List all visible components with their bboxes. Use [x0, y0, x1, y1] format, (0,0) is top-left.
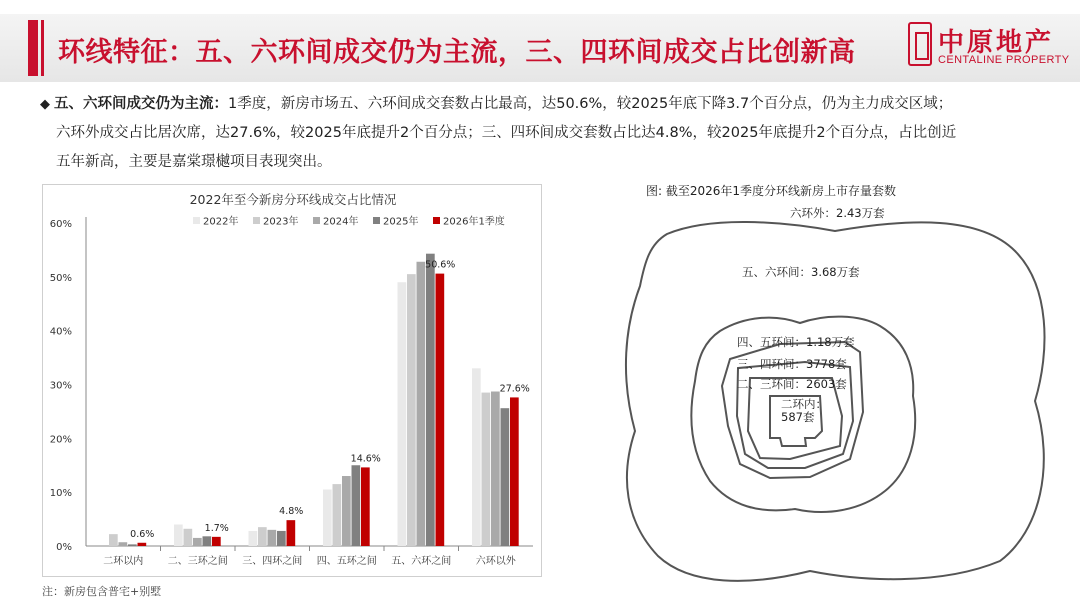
bar — [268, 530, 277, 546]
bar — [361, 467, 370, 546]
bar — [212, 537, 221, 546]
bar — [501, 408, 510, 546]
bar — [342, 476, 351, 546]
x-tick-label: 三、四环之间 — [242, 556, 303, 567]
bar — [203, 536, 212, 546]
bar — [119, 542, 128, 546]
bar — [184, 529, 193, 546]
data-label: 0.6% — [130, 528, 155, 540]
logo-english: CENTALINE PROPERTY — [938, 54, 1070, 66]
ring-label-inner-value: 587套 — [781, 410, 815, 424]
bullet-line-1: 1季度，新房市场五、六环间成交套数占比最高，达50.6%，较2025年底下降3.7个百分点，仍为主力成交区域； — [228, 96, 953, 112]
bar — [407, 274, 416, 546]
data-label: 1.7% — [204, 522, 229, 534]
bullet-line-3: 五年新高，主要是嘉棠璟樾项目表现突出。 — [56, 154, 332, 170]
diamond-bullet-icon: ◆ — [40, 97, 50, 112]
bar — [436, 274, 445, 546]
ring-label-4-5: 四、五环间：1.18万套 — [737, 335, 855, 349]
bullet-lead: 五、六环间成交仍为主流： — [54, 96, 228, 112]
ring-label-3-4: 三、四环间：3778套 — [737, 357, 847, 371]
logo-seal-icon — [908, 22, 932, 66]
y-tick-label: 10% — [49, 488, 72, 500]
bar — [109, 534, 118, 546]
y-tick-label: 20% — [49, 434, 72, 446]
bar — [193, 538, 202, 546]
map-title: 图: 截至2026年1季度分环线新房上市存量套数 — [646, 184, 897, 198]
bar — [398, 282, 407, 546]
bar — [138, 543, 147, 546]
footnote: 注：新房包含普宅+别墅 — [42, 585, 162, 598]
data-label: 50.6% — [425, 259, 456, 271]
bar — [323, 489, 332, 546]
ring-map — [610, 176, 1060, 596]
ring-label-6-outside: 六环外：2.43万套 — [790, 206, 885, 220]
x-tick-label: 四、五环之间 — [316, 556, 377, 567]
data-label: 4.8% — [279, 506, 304, 518]
bar — [472, 368, 481, 546]
legend-swatch — [253, 217, 260, 224]
bar — [510, 397, 519, 546]
legend-label: 2024年 — [323, 216, 359, 228]
y-tick-label: 0% — [56, 542, 72, 553]
bar — [174, 524, 183, 546]
bar-chart-panel — [42, 184, 542, 577]
bar — [249, 531, 258, 546]
bar — [258, 527, 267, 546]
x-tick-label: 二、三环之间 — [167, 556, 228, 567]
logo-chinese: 中原地产 — [938, 28, 1055, 58]
y-tick-label: 30% — [49, 380, 72, 392]
bullet-paragraph — [40, 90, 1050, 177]
bar — [128, 544, 137, 546]
bar — [482, 393, 491, 546]
bar — [277, 531, 286, 546]
bar — [417, 262, 426, 546]
header-accent-line — [41, 20, 44, 76]
bar — [426, 254, 435, 546]
bullet-line-2: 六环外成交占比居次席，达27.6%，较2025年底提升2个百分点；三、四环间成交套数占比达4.8%，较2025年底提升2个百分点，占比创近 — [56, 125, 957, 141]
legend-swatch — [433, 217, 440, 224]
legend-label: 2026年1季度 — [443, 216, 505, 228]
bar — [287, 520, 296, 546]
data-label: 14.6% — [350, 453, 381, 465]
bar — [333, 484, 342, 546]
header-accent-bar — [28, 20, 38, 76]
x-tick-label: 六环以外 — [475, 556, 516, 567]
ring-label-2-3: 二、三环间：2603套 — [737, 377, 847, 391]
data-label: 27.6% — [499, 383, 530, 395]
bar-chart — [43, 185, 543, 578]
legend-swatch — [193, 217, 200, 224]
legend-label: 2022年 — [203, 216, 239, 228]
bar — [352, 465, 361, 546]
y-tick-label: 50% — [49, 272, 72, 284]
y-tick-label: 60% — [49, 219, 72, 230]
ring-label-inner: 二环内： — [781, 397, 827, 411]
legend-swatch — [313, 217, 320, 224]
page-title: 环线特征：五、六环间成交仍为主流，三、四环间成交占比创新高 — [58, 37, 856, 68]
ring-label-5-6: 五、六环间：3.68万套 — [742, 265, 860, 279]
bar — [491, 391, 500, 546]
x-tick-label: 五、六环之间 — [391, 556, 452, 567]
chart-title: 2022年至今新房分环线成交占比情况 — [189, 192, 397, 207]
x-tick-label: 二环以内 — [103, 556, 144, 567]
legend-label: 2023年 — [263, 216, 299, 228]
y-tick-label: 40% — [49, 326, 72, 338]
centaline-logo — [908, 22, 1072, 72]
legend-swatch — [373, 217, 380, 224]
legend-label: 2025年 — [383, 216, 419, 228]
